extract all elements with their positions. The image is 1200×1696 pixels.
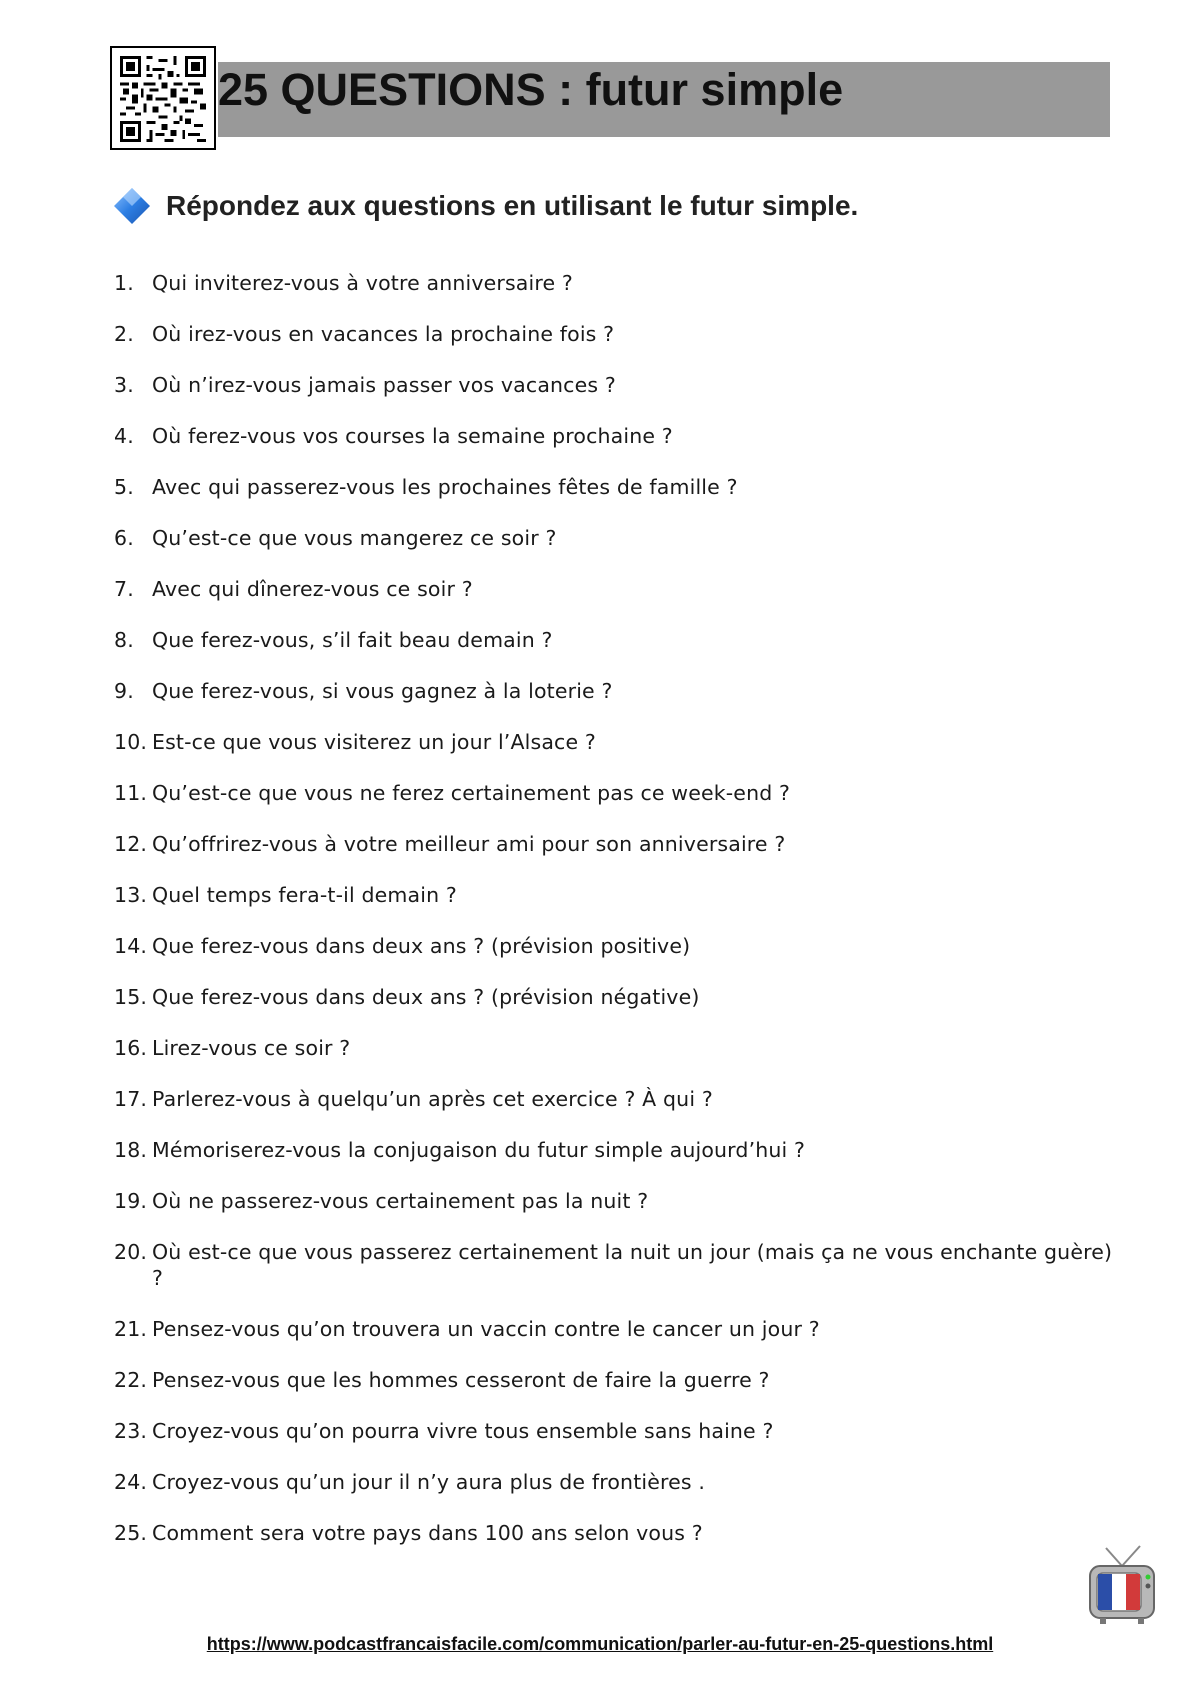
page-title: 25 QUESTIONS : futur simple [218,64,844,115]
question-item [114,1137,1114,1188]
question-number: 24. [114,1470,148,1494]
question-number: 12. [114,832,148,856]
question-item [114,372,1114,423]
question-item [114,1469,1114,1520]
question-text: Où ferez-vous vos courses la semaine prochaine ? [152,424,673,448]
question-number: 14. [114,934,148,958]
question-number: 13. [114,883,148,907]
question-number: 6. [114,526,134,550]
question-item [114,270,1114,321]
question-number: 18. [114,1138,148,1162]
question-item [114,882,1114,933]
question-number: 5. [114,475,134,499]
question-text: Que ferez-vous dans deux ans ? (prévision positive) [152,934,691,958]
question-text: Qu’est-ce que vous mangerez ce soir ? [152,526,557,550]
question-text: Croyez-vous qu’un jour il n’y aura plus de frontières . [152,1470,706,1494]
footer-url-link[interactable]: https://www.podcastfrancaisfacile.com/communication/parler-au-futur-en-25-questions.html [206,1634,994,1654]
question-number: 19. [114,1189,148,1213]
question-number: 16. [114,1036,148,1060]
question-number: 23. [114,1419,148,1443]
question-item [114,627,1114,678]
question-text: Qu’est-ce que vous ne ferez certainement pas ce week-end ? [152,781,791,805]
qr-code [110,46,216,150]
question-text: Avec qui passerez-vous les prochaines fêtes de famille ? [152,475,738,499]
question-item [114,1188,1114,1239]
question-text: Est-ce que vous visiterez un jour l’Alsace ? [152,730,596,754]
question-text: Quel temps fera-t-il demain ? [152,883,457,907]
question-number: 20. [114,1240,148,1264]
question-item [114,1316,1114,1367]
question-item [114,1418,1114,1469]
instruction-text: Répondez aux questions en utilisant le futur simple. [166,190,859,221]
question-item [114,1367,1114,1418]
question-text: Où irez-vous en vacances la prochaine fois ? [152,322,615,346]
question-number: 21. [114,1317,148,1341]
question-number: 8. [114,628,134,652]
question-number: 4. [114,424,134,448]
question-text: Croyez-vous qu’on pourra vivre tous ensemble sans haine ? [152,1419,774,1443]
instruction-row [112,184,858,228]
question-item [114,780,1114,831]
question-text: Que ferez-vous, s’il fait beau demain ? [152,628,553,652]
question-item [114,423,1114,474]
question-item [114,1086,1114,1137]
question-text: Parlerez-vous à quelqu’un après cet exercice ? À qui ? [152,1087,713,1111]
question-text: Pensez-vous qu’on trouvera un vaccin contre le cancer un jour ? [152,1317,820,1341]
question-item [114,1520,1114,1571]
question-number: 3. [114,373,134,397]
question-text: Où ne passerez-vous certainement pas la nuit ? [152,1189,649,1213]
question-item [114,576,1114,627]
question-item [114,321,1114,372]
question-text: Pensez-vous que les hommes cesseront de faire la guerre ? [152,1368,770,1392]
question-item [114,1239,1114,1316]
question-text: Comment sera votre pays dans 100 ans selon vous ? [152,1521,703,1545]
qr-code-icon [120,56,206,142]
question-number: 10. [114,730,148,754]
question-text: Avec qui dînerez-vous ce soir ? [152,577,473,601]
question-text: Qui inviterez-vous à votre anniversaire ? [152,271,573,295]
question-number: 25. [114,1521,148,1545]
question-item [114,984,1114,1035]
question-number: 11. [114,781,148,805]
question-number: 7. [114,577,134,601]
question-text: Qu’offrirez-vous à votre meilleur ami pour son anniversaire ? [152,832,786,856]
question-number: 15. [114,985,148,1009]
question-text: Où n’irez-vous jamais passer vos vacances ? [152,373,616,397]
question-item [114,525,1114,576]
question-text: Lirez-vous ce soir ? [152,1036,351,1060]
question-item [114,1035,1114,1086]
question-number: 2. [114,322,134,346]
question-item [114,933,1114,984]
question-item [114,678,1114,729]
blue-diamond-icon [112,186,152,226]
question-number: 1. [114,271,134,295]
tv-logo-icon [1088,1544,1156,1626]
question-number: 22. [114,1368,148,1392]
question-number: 17. [114,1087,148,1111]
question-item [114,831,1114,882]
question-text: Où est-ce que vous passerez certainement la nuit un jour (mais ça ne vous enchante guère) ? [152,1240,1113,1290]
question-text: Mémoriserez-vous la conjugaison du futur simple aujourd’hui ? [152,1138,806,1162]
question-list [114,270,1114,1571]
question-text: Que ferez-vous dans deux ans ? (prévision négative) [152,985,700,1009]
question-number: 9. [114,679,134,703]
question-item [114,729,1114,780]
question-text: Que ferez-vous, si vous gagnez à la loterie ? [152,679,613,703]
question-item [114,474,1114,525]
